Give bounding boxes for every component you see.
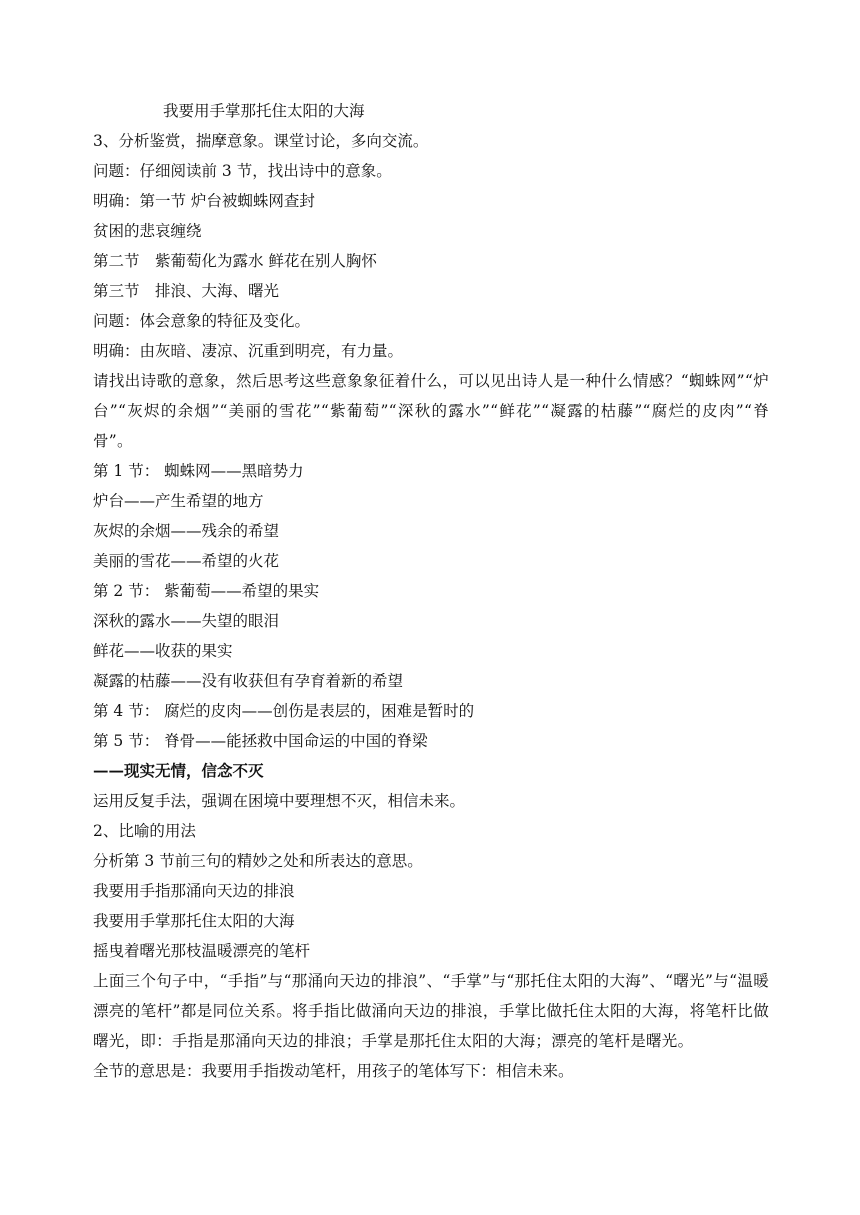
answer-line: 第二节 紫葡萄化为露水 鲜花在别人胸怀 <box>93 252 377 270</box>
imagery-line: 凝露的枯藤——没有收获但有孕育着新的希望 <box>93 672 404 690</box>
imagery-line: 深秋的露水——失望的眼泪 <box>93 612 280 630</box>
document-body <box>93 96 769 1086</box>
question-line: 问题：体会意象的特征及变化。 <box>93 312 311 330</box>
answer-line: 贫困的悲哀缠绕 <box>93 222 202 240</box>
poem-line: 我要用手掌那托住太阳的大海 <box>93 912 295 930</box>
imagery-line: 第 5 节： 脊骨——能拯救中国命运的中国的脊梁 <box>93 732 428 750</box>
body-paragraph: 请找出诗歌的意象，然后思考这些意象象征着什么，可以见出诗人是一种什么情感？“蜘蛛网”“炉台”“灰烬的余烟”“美丽的雪花”“紫葡萄”“深秋的露水”“鲜花”“凝露的枯藤”“腐烂的皮肉”“脊骨”。 <box>93 372 769 450</box>
question-line: 分析第 3 节前三句的精妙之处和所表达的意思。 <box>93 852 423 870</box>
imagery-line: 美丽的雪花——希望的火花 <box>93 552 280 570</box>
imagery-line: 灰烬的余烟——残余的希望 <box>93 522 280 540</box>
body-paragraph: 上面三个句子中，“手指”与“那涌向天边的排浪”、“手掌”与“那托住太阳的大海”、“曙光”与“温暖漂亮的笔杆”都是同位关系。将手指比做涌向天边的排浪，手掌比做托住太阳的大海，将笔杆比做曙光，即：手指是那涌向天边的排浪；手掌是那托住太阳的大海；漂亮的笔杆是曙光。 <box>93 972 769 1050</box>
poem-line: 我要用手掌那托住太阳的大海 <box>163 102 365 120</box>
answer-line: 明确：第一节 炉台被蜘蛛网查封 <box>93 192 315 210</box>
answer-line: 第三节 排浪、大海、曙光 <box>93 282 280 300</box>
section-heading: 2、比喻的用法 <box>93 822 196 840</box>
question-line: 问题：仔细阅读前 3 节，找出诗中的意象。 <box>93 162 392 180</box>
imagery-line: 炉台——产生希望的地方 <box>93 492 264 510</box>
imagery-line: 鲜花——收获的果实 <box>93 642 233 660</box>
poem-line: 我要用手指那涌向天边的排浪 <box>93 882 295 900</box>
poem-line: 摇曳着曙光那枝温暖漂亮的笔杆 <box>93 942 311 960</box>
imagery-line: 第 4 节： 腐烂的皮肉——创伤是表层的，困难是暂时的 <box>93 702 475 720</box>
section-heading: 3、分析鉴赏，揣摩意象。课堂讨论，多向交流。 <box>93 132 429 150</box>
answer-line: 明确：由灰暗、凄凉、沉重到明亮，有力量。 <box>93 342 404 360</box>
summary-line: 运用反复手法，强调在困境中要理想不灭，相信未来。 <box>93 792 466 810</box>
imagery-line: 第 1 节： 蜘蛛网——黑暗势力 <box>93 462 304 480</box>
summary-line: ——现实无情，信念不灭 <box>93 761 264 780</box>
conclusion-line: 全节的意思是：我要用手指拨动笔杆，用孩子的笔体写下：相信未来。 <box>93 1062 574 1080</box>
imagery-line: 第 2 节： 紫葡萄——希望的果实 <box>93 582 320 600</box>
